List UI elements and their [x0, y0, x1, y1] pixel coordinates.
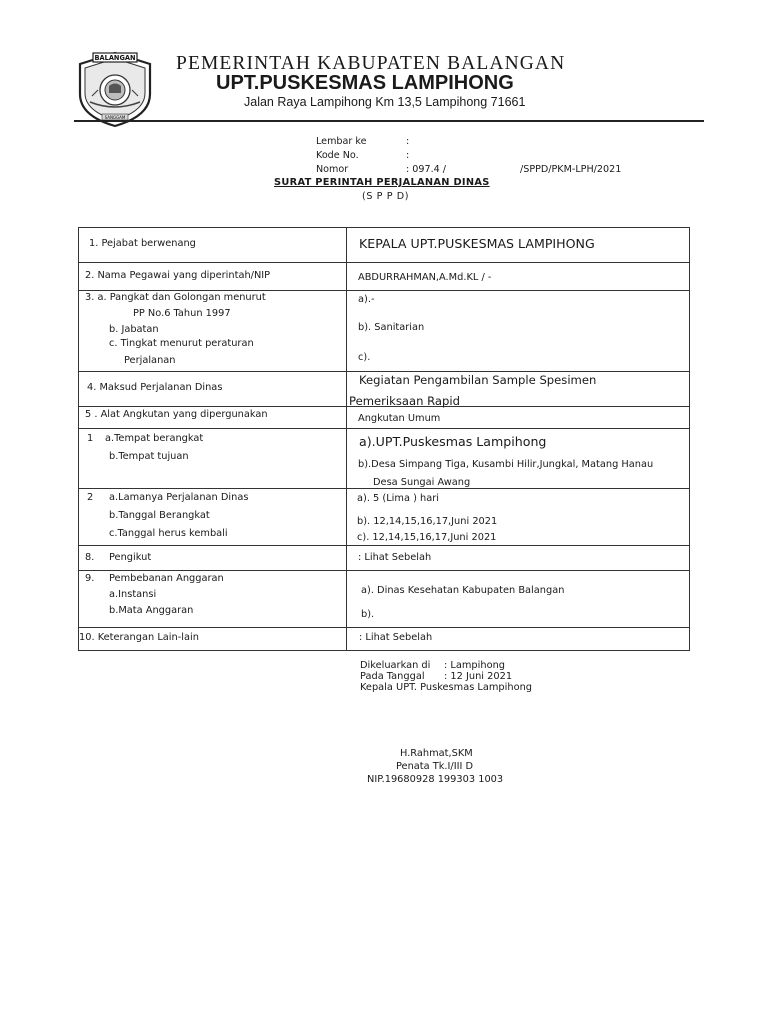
row6-value-b: b).Desa Simpang Tiga, Kusambi Hilir,Jungkal, Matang Hanau — [358, 459, 654, 470]
row7-label-b: b.Tanggal Berangkat — [109, 510, 210, 521]
institution-address: Jalan Raya Lampihong Km 13,5 Lampihong 71661 — [244, 95, 526, 109]
row6-number: 1 — [87, 433, 94, 444]
row1-value: KEPALA UPT.PUSKESMAS LAMPIHONG — [359, 236, 595, 251]
row3-label-b: b. Jabatan — [109, 324, 159, 335]
logo-bottom-text: SANGGAM — [104, 115, 126, 120]
row-divider — [79, 627, 689, 628]
signer-name: H.Rahmat,SKM — [400, 748, 473, 759]
row9-label-b: b.Mata Anggaran — [109, 605, 194, 616]
date-value: : 12 Juni 2021 — [444, 671, 513, 682]
row9-value-a: a). Dinas Kesehatan Kabupaten Balangan — [361, 585, 565, 596]
signer-rank: Penata Tk.I/III D — [396, 761, 474, 772]
row7-value-a: a). 5 (Lima ) hari — [357, 493, 439, 504]
row6-value-b2: Desa Sungai Awang — [373, 477, 471, 488]
row8-label: Pengikut — [109, 552, 152, 563]
column-divider — [346, 228, 347, 650]
row-divider — [79, 262, 689, 263]
row10-label: 10. Keterangan Lain-lain — [79, 632, 199, 643]
row4-value-1: Kegiatan Pengambilan Sample Spesimen — [359, 373, 597, 387]
row-divider — [79, 488, 689, 489]
row3-label-a2: PP No.6 Tahun 1997 — [133, 308, 231, 319]
row2-label: 2. Nama Pegawai yang diperintah/NIP — [85, 270, 271, 281]
row10-value: : Lihat Sebelah — [359, 632, 433, 643]
row-divider — [79, 428, 689, 429]
row3-label-c: c. Tingkat menurut peraturan — [109, 338, 254, 349]
row1-label: 1. Pejabat berwenang — [89, 238, 196, 249]
issued-label: Dikeluarkan di — [360, 660, 431, 671]
row6-label-b: b.Tempat tujuan — [109, 451, 189, 462]
letterhead-rule — [74, 120, 704, 122]
row4-value-2: Pemeriksaan Rapid — [349, 394, 460, 408]
row7-number: 2 — [87, 492, 94, 503]
logo-top-text: BALANGAN — [94, 54, 136, 63]
row2-value: ABDURRAHMAN,A.Md.KL / - — [358, 272, 492, 283]
row3-value-c: c). — [358, 352, 371, 363]
row7-value-b: b). 12,14,15,16,17,Juni 2021 — [357, 516, 498, 527]
kode-label: Kode No. — [316, 150, 359, 161]
row9-label: Pembebanan Anggaran — [109, 573, 224, 584]
row3-label-c2: Perjalanan — [124, 355, 176, 366]
row8-number: 8. — [85, 552, 95, 563]
signer-position: Kepala UPT. Puskesmas Lampihong — [360, 682, 532, 693]
row8-value: : Lihat Sebelah — [358, 552, 432, 563]
row7-label-a: a.Lamanya Perjalanan Dinas — [109, 492, 249, 503]
row3-value-b: b). Sanitarian — [358, 322, 425, 333]
institution-name: UPT.PUSKESMAS LAMPIHONG — [216, 72, 514, 94]
lembar-label: Lembar ke — [316, 136, 367, 147]
signer-nip: NIP.19680928 199303 1003 — [367, 774, 504, 785]
document-title: SURAT PERINTAH PERJALANAN DINAS — [274, 177, 490, 188]
nomor-value: : 097.4 / — [406, 164, 447, 175]
row-divider — [79, 545, 689, 546]
row5-value: Angkutan Umum — [358, 413, 441, 424]
nomor-label: Nomor — [316, 164, 349, 175]
gov-header-line: PEMERINTAH KABUPATEN BALANGAN — [176, 53, 566, 74]
row9-number: 9. — [85, 573, 95, 584]
row7-value-c: c). 12,14,15,16,17,Juni 2021 — [357, 532, 497, 543]
row3-label-a: 3. a. Pangkat dan Golongan menurut — [85, 292, 266, 303]
kode-separator: : — [406, 150, 410, 161]
row4-label: 4. Maksud Perjalanan Dinas — [87, 382, 223, 393]
row9-label-a: a.Instansi — [109, 589, 157, 600]
lembar-separator: : — [406, 136, 410, 147]
row7-label-c: c.Tanggal herus kembali — [109, 528, 228, 539]
row3-value-a: a).- — [358, 294, 375, 305]
row-divider — [79, 371, 689, 372]
row6-label-a: a.Tempat berangkat — [105, 433, 204, 444]
row9-value-b: b). — [361, 609, 375, 620]
row-divider — [79, 570, 689, 571]
row5-label: 5 . Alat Angkutan yang dipergunakan — [85, 409, 268, 420]
row6-value-a: a).UPT.Puskesmas Lampihong — [359, 434, 547, 449]
date-label: Pada Tanggal — [360, 671, 425, 682]
balangan-crest-logo — [76, 50, 154, 128]
row-divider — [79, 290, 689, 291]
document-subtitle: (S P P D) — [362, 191, 410, 202]
sppd-table — [78, 227, 690, 651]
issued-value: : Lampihong — [444, 660, 505, 671]
nomor-suffix: /SPPD/PKM-LPH/2021 — [520, 164, 622, 175]
